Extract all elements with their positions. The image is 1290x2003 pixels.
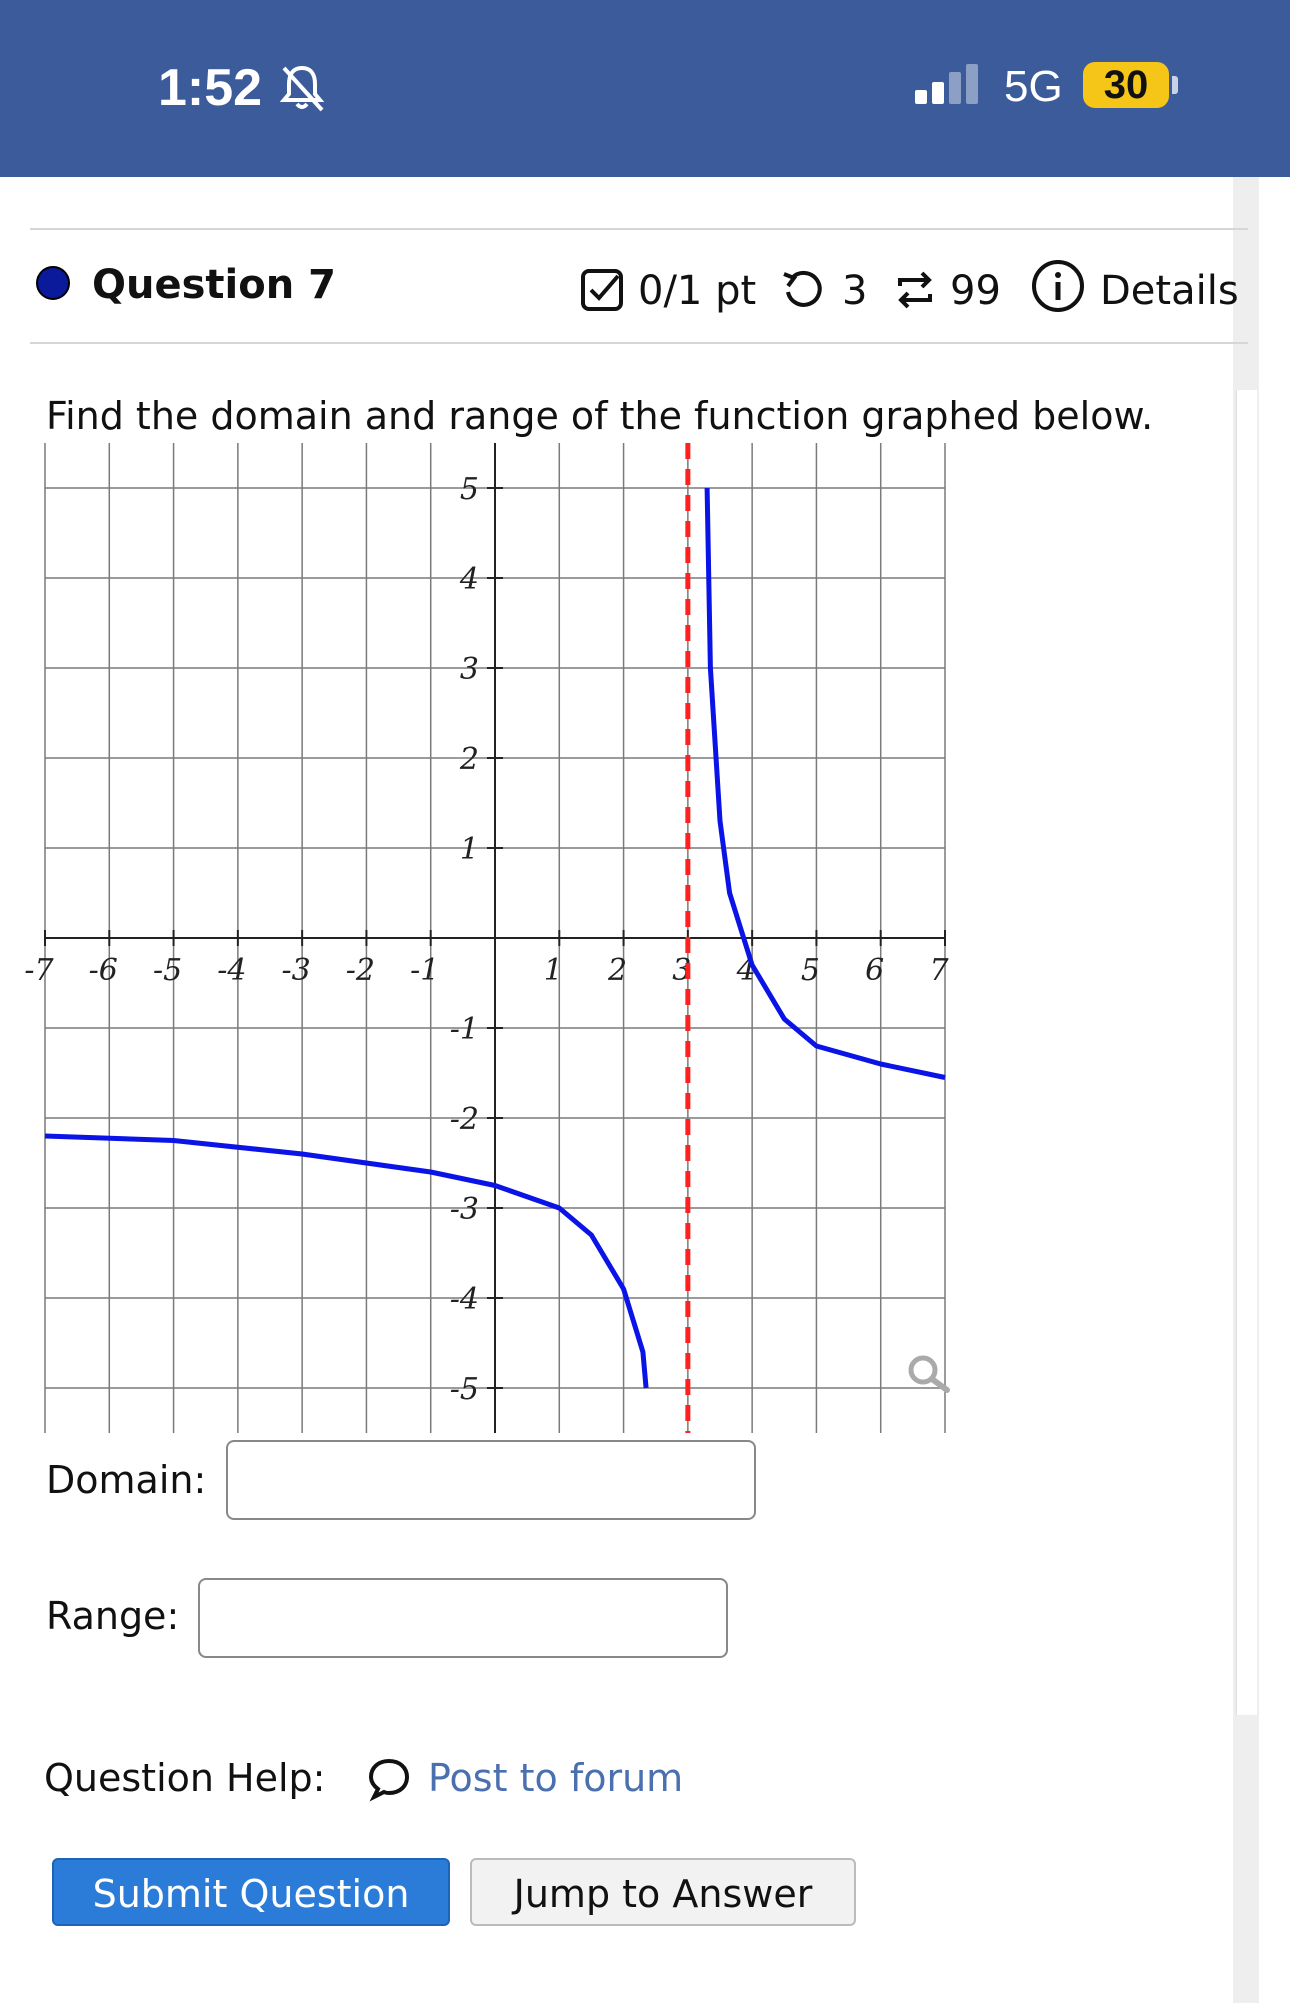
y-tick-label: 4 [459, 562, 479, 597]
x-tick-label: -7 [24, 953, 54, 988]
retry-icon [780, 268, 824, 312]
x-tick-label: -1 [410, 953, 440, 988]
y-tick-label: -4 [449, 1282, 479, 1317]
y-tick-label: -1 [449, 1012, 479, 1047]
y-tick-label: 3 [459, 652, 479, 687]
post-to-forum-link[interactable]: Post to forum [428, 1756, 684, 1800]
attempts-count: 99 [950, 268, 1001, 314]
battery-tip [1172, 76, 1178, 94]
domain-label: Domain: [46, 1458, 207, 1502]
battery-indicator: 30 [1083, 62, 1169, 108]
function-graph [24, 472, 950, 1407]
series-left-branch [45, 1136, 646, 1388]
x-tick-label: 5 [800, 953, 820, 988]
network-type: 5G [1004, 62, 1063, 111]
attempts-icon [892, 268, 938, 312]
jump-to-answer-button[interactable]: Jump to Answer [470, 1858, 856, 1926]
domain-input[interactable] [226, 1440, 756, 1520]
x-tick-label: 7 [929, 953, 949, 988]
y-tick-label: 5 [459, 472, 479, 507]
x-tick-label: -4 [217, 953, 247, 988]
y-tick-label: -5 [449, 1372, 479, 1407]
retries-count: 3 [842, 268, 868, 314]
question-prompt: Find the domain and range of the function graphed below. [46, 394, 1154, 438]
checkbox-icon [580, 268, 624, 312]
x-tick-label: 4 [736, 953, 756, 988]
y-tick-label: 2 [459, 742, 479, 777]
x-tick-label: -6 [88, 953, 118, 988]
status-bar [0, 0, 1290, 177]
scrollbar-thumb[interactable] [1236, 390, 1257, 1715]
x-tick-label: -3 [281, 953, 311, 988]
x-tick-label: 6 [865, 953, 885, 988]
question-status-dot [36, 266, 70, 300]
y-tick-label: 1 [459, 832, 479, 867]
range-input[interactable] [198, 1578, 728, 1658]
status-time: 1:52 [158, 59, 263, 117]
score-text: 0/1 pt [638, 268, 757, 314]
y-tick-label: -2 [449, 1102, 479, 1137]
signal-icon [915, 62, 985, 108]
bell-muted-icon [278, 62, 326, 114]
question-title: Question 7 [92, 262, 336, 308]
range-label: Range: [46, 1594, 180, 1638]
x-tick-label: 1 [543, 953, 563, 988]
zoom-icon[interactable] [911, 1358, 947, 1390]
x-tick-label: 2 [608, 953, 628, 988]
series-right-branch [707, 488, 945, 1078]
question-help-label: Question Help: [44, 1756, 326, 1800]
x-tick-label: -2 [345, 953, 376, 988]
details-label: Details [1100, 268, 1239, 314]
divider-top [30, 228, 1248, 230]
y-tick-label: -3 [449, 1192, 479, 1227]
submit-question-button[interactable]: Submit Question [52, 1858, 450, 1926]
chat-bubble-icon[interactable] [366, 1756, 412, 1802]
x-tick-label: 3 [672, 953, 692, 988]
x-tick-label: -5 [152, 953, 183, 988]
divider-bottom [30, 342, 1248, 344]
info-icon [1030, 258, 1086, 314]
